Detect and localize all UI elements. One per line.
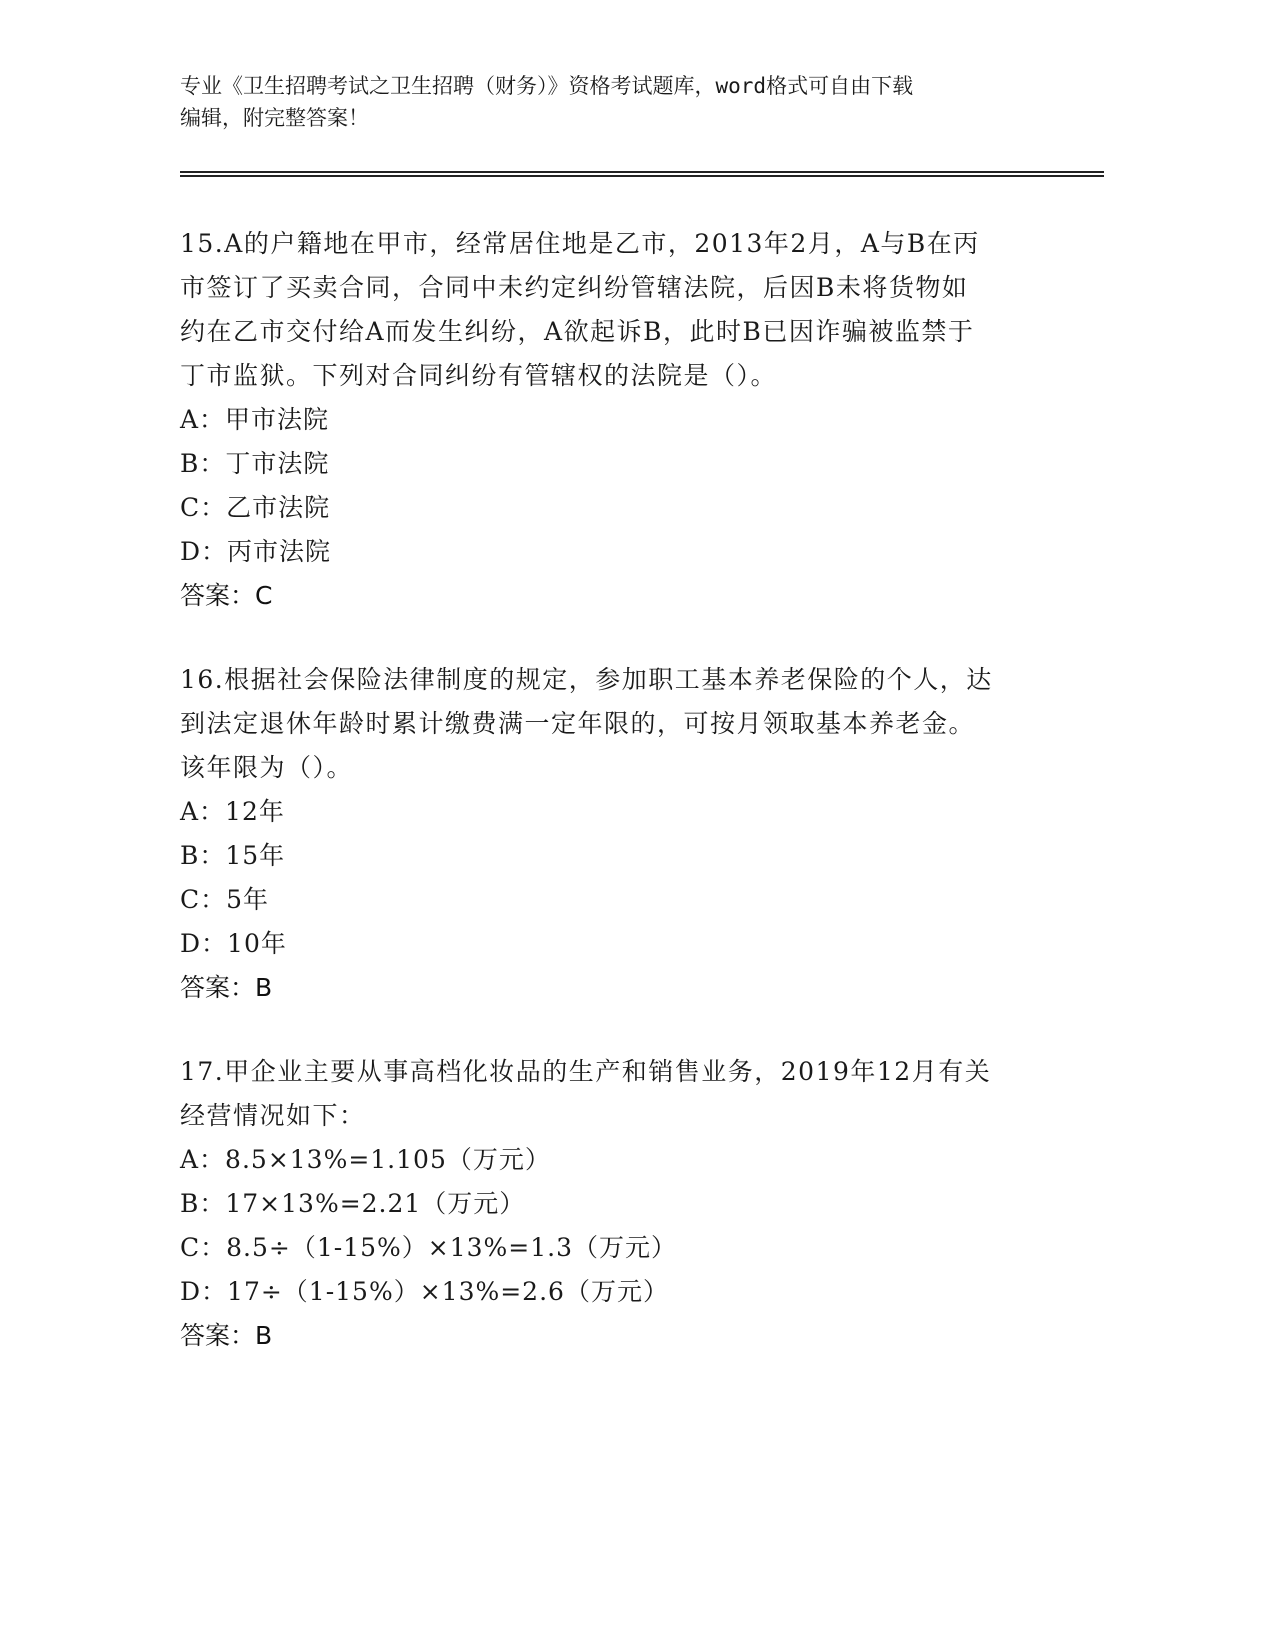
- question-17: [180, 1050, 1030, 1358]
- question-stem-line: 经营情况如下：: [180, 1101, 366, 1130]
- question-stem-line: 丁市监狱。下列对合同纠纷有管辖权的法院是（）。: [180, 361, 778, 390]
- answer-label: 答案：B: [180, 973, 273, 1002]
- option-a: A：甲市法院: [180, 405, 330, 434]
- option-c: C：5年: [180, 885, 270, 914]
- option-a: A：8.5×13%=1.105（万元）: [180, 1145, 551, 1174]
- answer-label: 答案：B: [180, 1321, 273, 1350]
- header-line-1: 专业《卫生招聘考试之卫生招聘（财务）》资格考试题库，word格式可自由下载: [180, 74, 914, 98]
- question-16: [180, 658, 1030, 1010]
- question-stem-line: 市签订了买卖合同，合同中未约定纠纷管辖法院，后因B未将货物如: [180, 273, 969, 302]
- question-stem-line: 该年限为（）。: [180, 753, 354, 782]
- question-15: [180, 222, 1030, 618]
- option-b: B：15年: [180, 841, 286, 870]
- option-d: D：17÷（1-15%）×13%=2.6（万元）: [180, 1277, 669, 1306]
- option-d: D：10年: [180, 929, 287, 958]
- question-stem-line: 16.根据社会保险法律制度的规定，参加职工基本养老保险的个人，达: [180, 665, 993, 694]
- question-stem-line: 约在乙市交付给A而发生纠纷，A欲起诉B，此时B已因诈骗被监禁于: [180, 317, 975, 346]
- question-stem-line: 到法定退休年龄时累计缴费满一定年限的，可按月领取基本养老金。: [180, 709, 976, 738]
- option-a: A：12年: [180, 797, 285, 826]
- header-line-2: 编辑，附完整答案！: [180, 106, 369, 130]
- option-d: D：丙市法院: [180, 537, 332, 566]
- header-divider-bottom: [180, 175, 1104, 177]
- option-b: B：丁市法院: [180, 449, 330, 478]
- document-header: [180, 70, 1040, 134]
- option-c: C：8.5÷（1-15%）×13%=1.3（万元）: [180, 1233, 677, 1262]
- answer-label: 答案：C: [180, 581, 273, 610]
- option-b: B：17×13%=2.21（万元）: [180, 1189, 526, 1218]
- question-stem-line: 15.A的户籍地在甲市，经常居住地是乙市，2013年2月，A与B在丙: [180, 229, 980, 258]
- question-stem-line: 17.甲企业主要从事高档化妆品的生产和销售业务，2019年12月有关: [180, 1057, 992, 1086]
- option-c: C：乙市法院: [180, 493, 331, 522]
- header-divider-top: [180, 171, 1104, 173]
